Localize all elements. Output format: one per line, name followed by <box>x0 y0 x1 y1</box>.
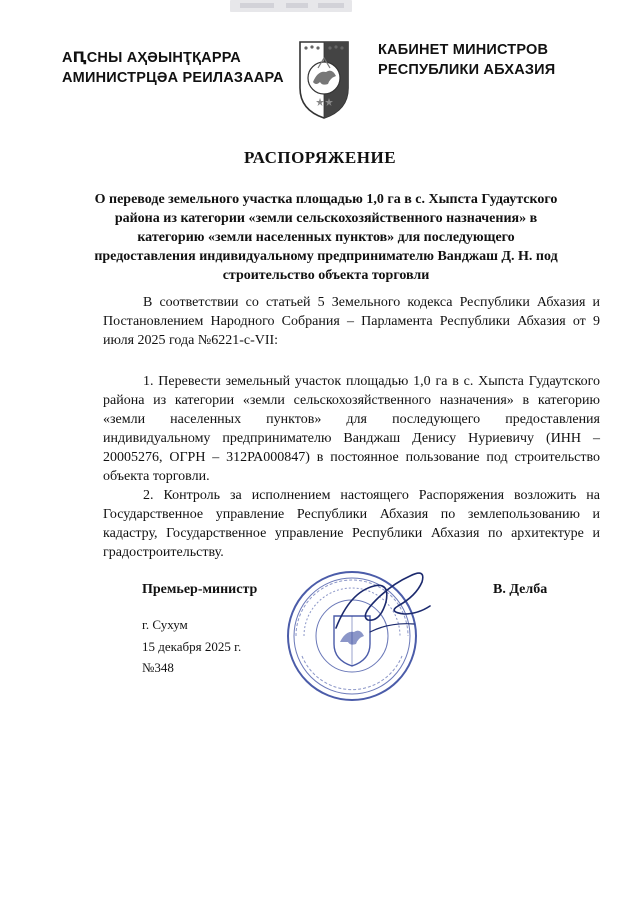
issue-date: 15 декабря 2025 г. <box>142 639 242 654</box>
order-item-2: 2. Контроль за исполнением настоящего Распоряжения возложить на Государственное управление Республики Абхазия по землепользованию и кадастру, Государственное управление Республики Абхазия по архитектуре и градостроительству. <box>103 488 600 560</box>
order-items <box>103 372 600 562</box>
document-title: РАСПОРЯЖЕНИЕ <box>243 148 397 167</box>
document-subject: О переводе земельного участка площадью 1,0 га в с. Хыпста Гудаутского района из категории «земли сельскохозяйственного назначения» в категорию «земли населенных пунктов» для последующего предоставления индивидуальному предпринимателю Ванджаш Д. Н. под строительство объекта торговли <box>94 192 558 283</box>
header-right-line1: КАБИНЕТ МИНИСТРОВ <box>378 42 549 58</box>
header-right <box>378 40 555 80</box>
registration-stamp-mark <box>226 0 356 14</box>
issue-city: г. Сухум <box>142 617 188 632</box>
abkhazia-coat-of-arms-icon <box>296 38 352 120</box>
order-item-1: 1. Перевести земельный участок площадью 1,0 га в с. Хыпста Гудаутского района из категории «земли сельскохозяйственного назначения» в категорию «земли населенных пунктов» для последующего предоставления индивидуальному предпринимателю Ванджаш Денису Нуриевичу (ИНН – 20005276, ОГРН – 312РА000847) в постоянное пользование под строительство объекта торговли. <box>103 374 600 484</box>
handwritten-signature <box>330 562 440 642</box>
header-left <box>62 48 284 88</box>
header-left-line2: АМИНИСТРЦӘА РЕИЛАЗААРА <box>62 70 284 86</box>
preamble <box>103 293 600 350</box>
document-number: №348 <box>142 660 174 675</box>
header-right-line2: РЕСПУБЛИКИ АБХАЗИЯ <box>378 62 556 78</box>
header-left-line1: АԤСНЫ АҲӘЫНҬҚАРРА <box>62 50 241 66</box>
signatory-name: В. Делба <box>493 582 548 597</box>
preamble-text: В соответствии со статьей 5 Земельного кодекса Республики Абхазия и Постановлением Народного Собрания – Парламента Республики Абхазия от 9 июля 2025 года №6221-с-VII: <box>103 295 600 348</box>
signatory-role: Премьер-министр <box>142 582 258 597</box>
